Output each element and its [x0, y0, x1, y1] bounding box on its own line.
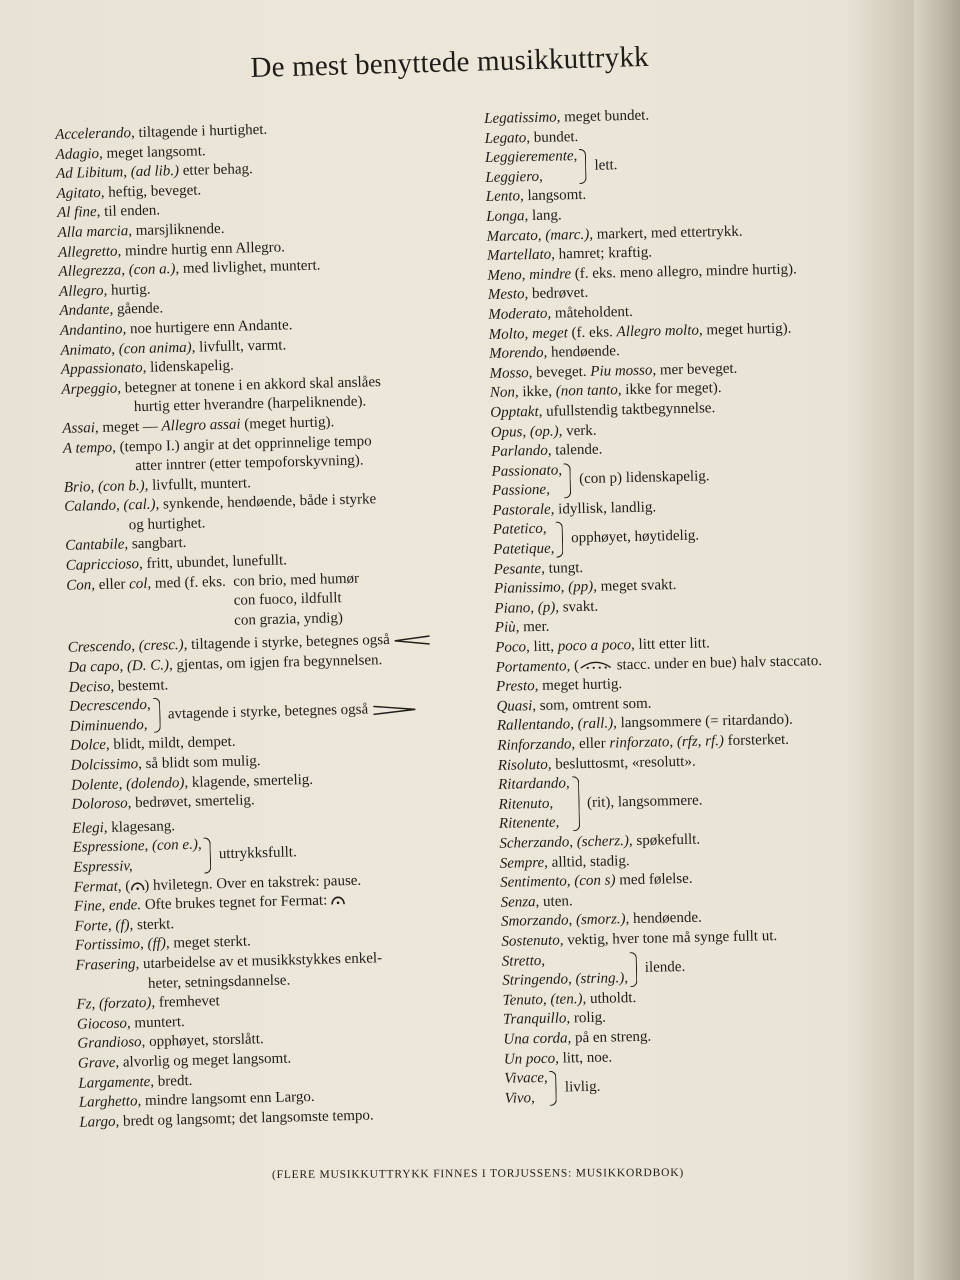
entry-al-fine: Al fine, til enden. — [56, 202, 161, 222]
entry-allegrezza: Allegrezza, (con a.), med livlighet, muntert. — [58, 257, 321, 281]
entry-molto: Molto, meget (f. eks. Allegro molto, meget hurtig). — [488, 320, 792, 343]
brace-icon — [579, 149, 587, 184]
entry-larghetto: Larghetto, mindre langsomt enn Largo. — [78, 1089, 315, 1111]
entry-andantino: Andantino, noe hurtigere enn Andante. — [59, 317, 293, 339]
brace-icon — [564, 463, 572, 498]
brace-icon — [572, 776, 580, 831]
entry-doloroso: Doloroso, bedrøvet, smertelig. — [71, 792, 255, 813]
entry-dolente: Dolente, (dolendo), klagende, smertelig. — [70, 771, 314, 794]
entry-pianissimo: Pianissimo, (pp), meget svakt. — [493, 577, 677, 598]
entry-elegi: Elegi, klagesang. — [71, 818, 176, 837]
brace-icon — [630, 952, 638, 987]
entry-vivace: Vivace, Vivo, livlig. — [504, 1069, 601, 1107]
entry-piano: Piano, (p), svakt. — [494, 598, 599, 617]
entry-dolce: Dolce, blidt, mildt, dempet. — [69, 734, 236, 755]
entry-passionato: Passionato, Passione, (con p) lidenskapelig. — [491, 462, 710, 500]
entry-portamento: Portamento, ( stacc. under en bue) halv staccato. — [495, 652, 823, 676]
entry-decrescendo: Decrescendo, Diminuendo, avtagende i styrke, betegnes også — [69, 688, 490, 737]
entry-longa: Longa, lang. — [486, 207, 562, 225]
entry-legatissimo: Legatissimo, meget bundet. — [484, 107, 650, 127]
entry-opptakt: Opptakt, ufullstendig taktbegynnelse. — [490, 400, 716, 421]
entry-con: Con, eller col, med (f. eks. con brio, med humør con fuoco, ildfullt con grazia, yndig) — [66, 566, 487, 635]
entry-largamente: Largamente, bredt. — [78, 1072, 193, 1092]
entry-appassionato: Appassionato, lidenskapelig. — [60, 357, 235, 379]
entry-rinforzando: Rinforzando, eller rinforzato, (rfz, rf.) forsterket. — [497, 731, 790, 754]
con-example: con brio, med humør — [233, 570, 360, 590]
footer-reference: (FLERE MUSIKKUTTRYKK FINNES I TORJUSSENS: MUSIKKORDBOK) — [271, 1166, 684, 1182]
entry-allegro: Allegro, hurtig. — [58, 281, 151, 300]
entry-opus: Opus, (op.), verk. — [490, 422, 597, 441]
glossary-left-column — [55, 116, 499, 1133]
con-example: con grazia, yndig) — [234, 609, 344, 629]
entry-arpeggio-cont: hurtig etter hverandre (harpeliknende). — [133, 393, 367, 416]
entry-quasi: Quasi, som, omtrent som. — [496, 695, 652, 715]
entry-fine: Fine, ende. Ofte brukes tegnet for Fermat: — [74, 888, 494, 918]
entry-a-tempo-cont: atter inntrer (etter tempoforskyvning). — [135, 452, 364, 475]
entry-rallentando: Rallentando, (rall.), langsommere (= ritardando). — [496, 712, 793, 735]
entry-ad-libitum: Ad Libitum, (ad lib.) etter behag. — [55, 161, 253, 183]
crescendo-hairpin-icon — [394, 635, 430, 646]
entry-deciso: Deciso, bestemt. — [68, 677, 169, 696]
entry-fermat: Fermat, ( ) hviletegn. Over en takstrek: pause. — [73, 872, 362, 896]
entry-piu: Più, mer. — [494, 619, 550, 637]
entry-smorzando: Smorzando, (smorz.), hendøende. — [500, 909, 702, 931]
page-title: De mest benyttede musikkuttrykk — [250, 40, 650, 84]
decrescendo-hairpin-icon — [372, 704, 416, 715]
entry-adagio: Adagio, meget langsomt. — [55, 142, 206, 163]
entry-non: Non, ikke, (non tanto, ikke for meget). — [489, 380, 722, 402]
entry-ritardando: Ritardando, Ritenuto, Ritenente, (rit), langsommere. — [497, 775, 703, 833]
brace-icon — [550, 1071, 558, 1106]
entry-calando-cont: og hurtighet. — [128, 515, 206, 534]
entry-meno: Meno, mindre (f. eks. meno allegro, mindre hurtig). — [487, 261, 797, 284]
entry-capriccioso: Capriccioso, fritt, ubundet, lunefullt. — [65, 552, 288, 574]
entry-frasering-cont: heter, setningsdannelse. — [147, 972, 291, 992]
entry-a-tempo: A tempo, (tempo I.) angir at det opprinnelige tempo — [62, 432, 372, 457]
entry-alla-marcia: Alla marcia, marsjliknende. — [57, 220, 225, 241]
entry-patetico: Patetico, Patetique, opphøyet, høytidelig. — [492, 521, 700, 558]
entry-mesto: Mesto, bedrøvet. — [487, 285, 589, 304]
portato-slur-icon — [579, 658, 613, 671]
brace-icon — [556, 522, 564, 557]
entry-morendo: Morendo, hendøende. — [488, 343, 620, 363]
entry-martellato: Martellato, hamret; kraftig. — [486, 244, 653, 265]
entry-grandioso: Grandioso, opphøyet, storslått. — [77, 1031, 264, 1053]
entry-crescendo: Crescendo, (cresc.), tiltagende i styrke, betegnes også — [68, 629, 488, 659]
entry-presto: Presto, meget hurtig. — [495, 676, 623, 696]
entry-dolcissimo: Dolcissimo, så blidt som mulig. — [70, 753, 261, 774]
entry-tranquillo: Tranquillo, rolig. — [502, 1009, 607, 1029]
entry-poco: Poco, litt, poco a poco, litt etter litt. — [495, 635, 710, 656]
entry-un-poco: Un poco, litt, noe. — [503, 1049, 613, 1068]
entry-largo: Largo, bredt og langsomt; det langsomste tempo. — [79, 1107, 374, 1131]
entry-marcato: Marcato, (marc.), markert, med ettertrykk. — [486, 223, 743, 245]
entry-forte: Forte, (f), sterkt. — [74, 916, 175, 935]
entry-andante: Andante, gående. — [59, 300, 164, 320]
fermata-icon — [331, 895, 345, 905]
entry-fortissimo: Fortissimo, (ff), meget sterkt. — [74, 933, 252, 955]
entry-allegretto: Allegretto, mindre hurtig enn Allegro. — [57, 238, 286, 261]
entry-fz: Fz, (forzato), fremhevet — [76, 993, 220, 1013]
entry-moderato: Moderato, måteholdent. — [488, 303, 634, 323]
entry-cantabile: Cantabile, sangbart. — [65, 535, 187, 555]
entry-da-capo: Da capo, (D. C.), gjentas, om igjen fra begynnelsen. — [68, 652, 383, 676]
entry-leggiero: Leggieremente, Leggiero, lett. — [484, 148, 618, 186]
entry-pesante: Pesante, tungt. — [493, 559, 584, 578]
entry-animato: Animato, (con anima), livfullt, varmt. — [60, 336, 287, 359]
entry-scherzando: Scherzando, (scherz.), spøkefullt. — [499, 831, 701, 852]
con-example: con fuoco, ildfullt — [233, 590, 342, 610]
entry-arpeggio: Arpeggio, betegner at tonene i en akkord skal anslåes — [61, 373, 382, 398]
entry-sostenuto: Sostenuto, vektig, hver tone må synge fullt ut. — [501, 927, 778, 950]
entry-una-corda: Una corda, på en streng. — [503, 1028, 652, 1048]
entry-pastorale: Pastorale, idyllisk, landlig. — [492, 499, 657, 519]
entry-senza: Senza, uten. — [500, 893, 573, 911]
entry-brio: Brio, (con b.), livfullt, muntert. — [63, 475, 252, 496]
entry-risoluto: Risoluto, besluttosmt, «resolutt». — [497, 753, 696, 774]
glossary-right-column — [484, 101, 925, 1109]
entry-stretto: Stretto, Stringendo, (string.), ilende. — [501, 952, 686, 989]
entry-calando: Calando, (cal.), synkende, hendøende, både i styrke — [64, 491, 377, 516]
brace-icon — [203, 838, 211, 873]
fermata-icon — [130, 881, 144, 891]
entry-legato: Legato, bundet. — [484, 128, 579, 147]
entry-lento: Lento, langsomt. — [485, 187, 587, 206]
entry-sentimento: Sentimento, (con s) med følelse. — [500, 870, 693, 891]
entry-accelerando: Accelerando, tiltagende i hurtighet. — [55, 121, 268, 143]
entry-espressione: Espressione, (con e.), Espressiv, uttrykksfullt. — [72, 837, 297, 876]
entry-parlando: Parlando, talende. — [490, 441, 603, 461]
brace-icon — [153, 698, 161, 733]
entry-tenuto: Tenuto, (ten.), utholdt. — [502, 989, 637, 1009]
entry-grave: Grave, alvorlig og meget langsomt. — [77, 1050, 292, 1072]
entry-frasering: Frasering, utarbeidelse av et musikkstykkes enkel- — [75, 950, 383, 974]
entry-agitato: Agitato, heftig, beveget. — [56, 182, 202, 202]
entry-sempre: Sempre, alltid, stadig. — [499, 852, 630, 872]
entry-mosso: Mosso, beveget. Piu mosso, mer beveget. — [489, 360, 738, 382]
entry-assai: Assai, meget — Allegro assai (meget hurtig). — [62, 414, 335, 437]
entry-giocoso: Giocoso, muntert. — [76, 1013, 186, 1033]
